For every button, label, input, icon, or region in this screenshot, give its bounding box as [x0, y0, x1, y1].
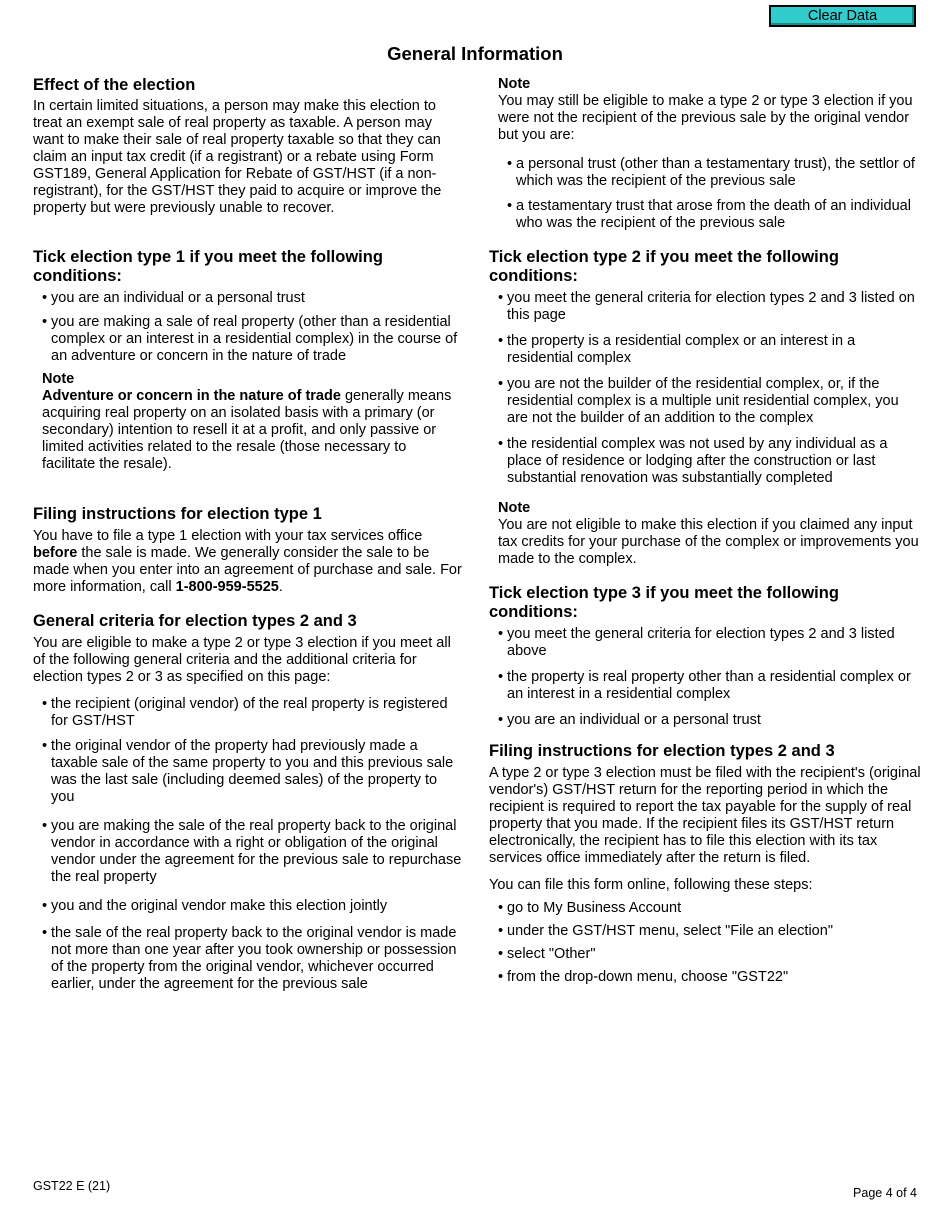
- list-item: • you are not the builder of the residential complex, or, if the residential complex is a multiple unit residential complex, you are not the builder of an addition to the complex: [489, 376, 921, 427]
- list-item: • you are making a sale of real property (other than a residential complex or an interest in a residential complex) in the course of an adventure or concern in the nature of trade: [33, 314, 463, 365]
- note-label: Note: [498, 500, 531, 516]
- list-item: • you and the original vendor make this election jointly: [33, 898, 463, 915]
- type3-list: [489, 626, 921, 729]
- list-item: • you meet the general criteria for election types 2 and 3 listed on this page: [489, 290, 921, 324]
- type1-note-text: [42, 388, 463, 473]
- list-item: • from the drop-down menu, choose "GST22": [489, 969, 921, 986]
- type2-section: [489, 248, 921, 568]
- type2-list: [489, 290, 921, 487]
- filing1-heading: Filing instructions for election type 1: [33, 505, 322, 523]
- online-steps: [489, 900, 921, 986]
- criteria-text: You are eligible to make a type 2 or type 3 election if you meet all of the following general criteria and the additional criteria for election types 2 or 3 as specified on this page:: [33, 635, 451, 685]
- list-item: • you meet the general criteria for election types 2 and 3 listed above: [489, 626, 921, 660]
- list-item: • you are an individual or a personal trust: [489, 712, 921, 729]
- filing23-heading: Filing instructions for election types 2 and 3: [489, 742, 835, 760]
- note-term: Adventure or concern in the nature of trade: [42, 388, 341, 404]
- filing1-section: [33, 505, 463, 596]
- effect-heading: Effect of the election: [33, 76, 196, 94]
- criteria-heading: General criteria for election types 2 and 3: [33, 612, 357, 630]
- filing1-text-a: You have to file a type 1 election with your tax services office: [33, 528, 423, 544]
- list-item: • the recipient (original vendor) of the real property is registered for GST/HST: [33, 696, 463, 730]
- list-item: • the property is a residential complex or an interest in a residential complex: [489, 333, 921, 367]
- type1-note: [33, 371, 463, 473]
- online-intro: You can file this form online, following these steps:: [489, 877, 813, 893]
- note-definition: generally means acquiring real property on an isolated basis with a primary (or secondary) intention to resell it at a profit, and only passive or limited activities related to the resale (those necessary to facilitate the resale).: [42, 388, 452, 472]
- type1-heading: Tick election type 1 if you meet the following conditions:: [33, 248, 383, 285]
- effect-section: [33, 76, 463, 217]
- phone-number: 1-800-959-5525: [175, 579, 279, 595]
- page-number: Page 4 of 4: [853, 1186, 917, 1200]
- list-item: • select "Other": [489, 946, 921, 963]
- form-id: GST22 E (21): [33, 1179, 111, 1193]
- list-item: • a personal trust (other than a testamentary trust), the settlor of which was the recipient of the previous sale: [498, 156, 921, 190]
- filing1-text-end: .: [278, 579, 283, 595]
- type1-section: [33, 248, 463, 473]
- type2-note: [489, 500, 921, 568]
- list-item: • go to My Business Account: [489, 900, 921, 917]
- list-item: • under the GST/HST menu, select "File an election": [489, 923, 921, 940]
- criteria-list: [33, 696, 463, 993]
- filing23-text: A type 2 or type 3 election must be filed with the recipient's (original vendor's) GST/HST return for the reporting period in which the recipient is required to report the tax payable for the supply of real property that you made. If the recipient files its GST/HST return electronically, the recipient has to file this election with its tax services office immediately after the return is filed.: [489, 765, 921, 866]
- type3-heading: Tick election type 3 if you meet the following conditions:: [489, 584, 839, 621]
- top-note: [489, 76, 921, 232]
- filing1-text: [33, 528, 463, 596]
- top-note-text: You may still be eligible to make a type 2 or type 3 election if you were not the recipient of the previous sale by the original vendor but you are:: [498, 93, 913, 143]
- list-item: • the sale of the real property back to the original vendor is made not more than one year after you took ownership or possession of the property from the original vendor, whichever occurred earlier, under the agreement for the previous sale: [33, 925, 463, 993]
- filing1-before: before: [33, 545, 78, 561]
- type3-section: [489, 584, 921, 729]
- type2-note-text: You are not eligible to make this election if you claimed any input tax credits for your purchase of the complex or improvements you made to the complex.: [498, 517, 919, 567]
- top-note-list: [498, 156, 921, 232]
- list-item: • the original vendor of the property had previously made a taxable sale of the same property to you and this previous sale was the last sale (including deemed sales) of the property to you: [33, 738, 463, 806]
- list-item: • a testamentary trust that arose from the death of an individual who was the recipient of the previous sale: [498, 198, 921, 232]
- type1-list: [33, 290, 463, 365]
- type2-heading: Tick election type 2 if you meet the following conditions:: [489, 248, 839, 285]
- note-label: Note: [42, 371, 75, 387]
- effect-text: In certain limited situations, a person may make this election to treat an exempt sale of real property as taxable. A person may want to make their sale of real property taxable so that they can claim an input tax credit (if a registrant) or a rebate using Form GST189, General Application for Rebate of GST/HST (if a non-registrant), for the GST/HST they paid to acquire or improve the property but were previously unable to recover.: [33, 98, 442, 216]
- list-item: • the property is real property other than a residential complex or an interest in a residential complex: [489, 669, 921, 703]
- criteria-section: [33, 612, 463, 993]
- list-item: • you are an individual or a personal trust: [33, 290, 463, 307]
- list-item: • the residential complex was not used by any individual as a place of residence or lodging after the construction or last substantial renovation was substantially completed: [489, 436, 921, 487]
- clear-data-button[interactable]: Clear Data: [769, 5, 916, 27]
- list-item: • you are making the sale of the real property back to the original vendor in accordance with a right or obligation of the original vendor under the agreement for the previous sale to repurchase the real property: [33, 818, 463, 886]
- filing1-text-b: the sale is made. We generally consider the sale to be made when you enter into an agreement of purchase and sale. For more information, call: [33, 545, 462, 595]
- note-label: Note: [498, 76, 531, 92]
- page-title: General Information: [387, 43, 563, 64]
- filing23-section: [489, 742, 921, 986]
